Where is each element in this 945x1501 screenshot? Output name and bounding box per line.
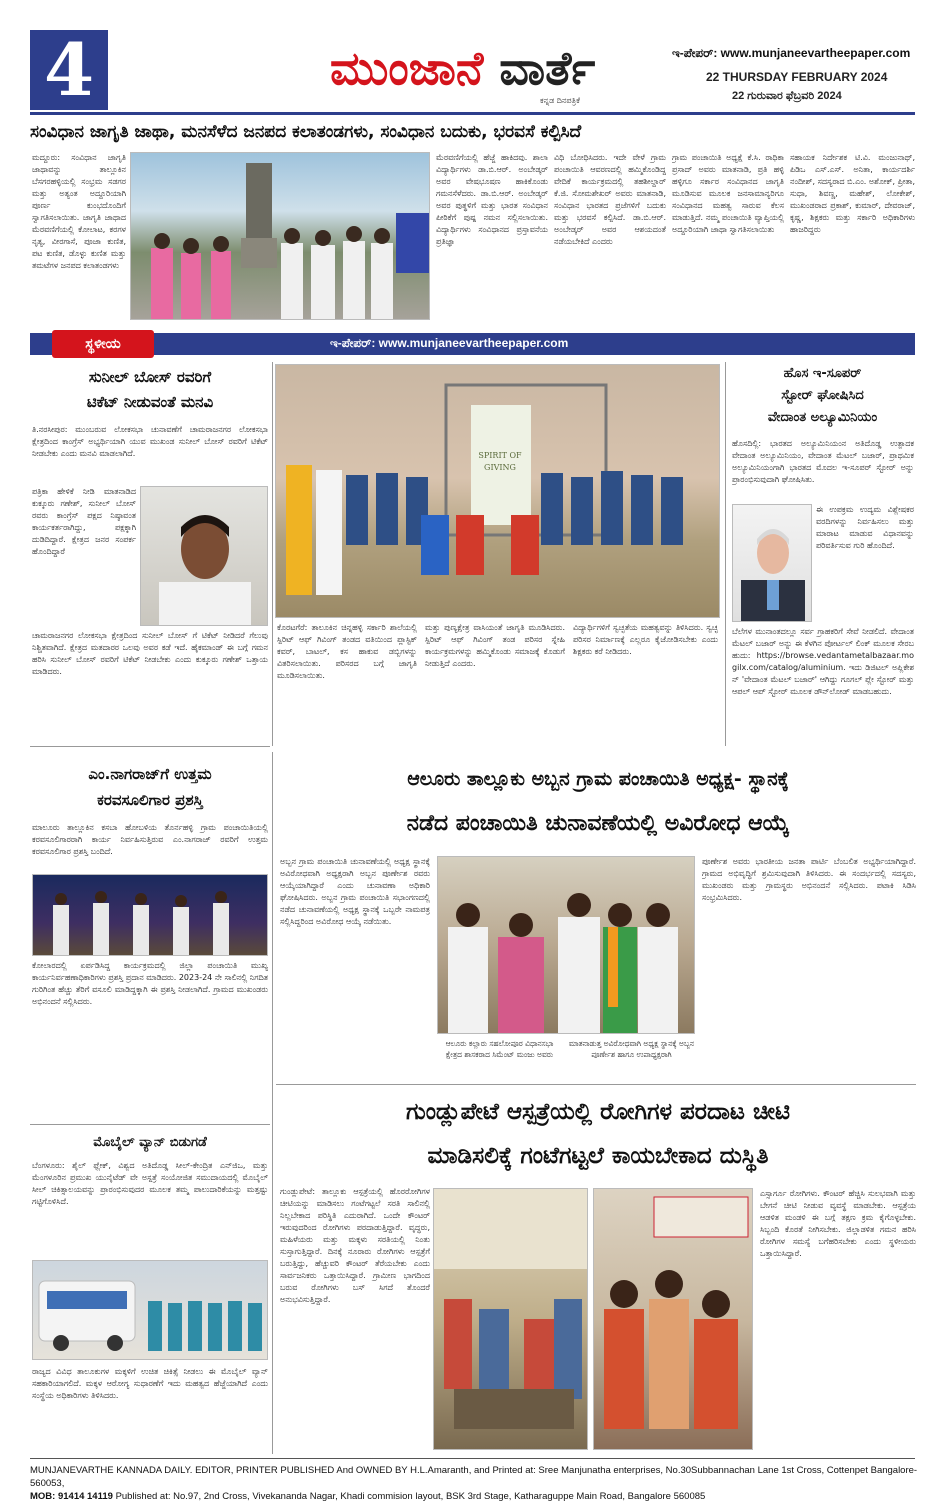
date-kannada: 22 ಗುರುವಾರ ಫೆಬ್ರವರಿ 2024 (732, 90, 842, 102)
spirit-col-1: ಕೊರಟಗೆರೆ: ತಾಲೂಕಿನ ಚಿನ್ನಹಳ್ಳಿ ಸರ್ಕಾರಿ ಶಾಲೆಯಲ್ಲಿ ಸ್ಪಿರಿಟ್ ಆಫ್ ಗಿವಿಂಗ್ ತಂಡದ ವತಿಯಿಂದ ಪ್ಲಾಸ್ಟಿಕ್ ಕವರ್, ಬಾಟಲ್, ಕಸ ಹಾಕುವ ಡಬ್ಬಿಗಳನ್ನು ವಿತರಿಸಲಾಯಿತು. ಪರಿಸರದ ಬಗ್ಗೆ ಜಾಗೃತಿ ಮೂಡಿಸಲಾಯಿತು. (277, 623, 417, 680)
aluru-photo (437, 856, 695, 1034)
footer-line-2 (30, 1490, 925, 1501)
gundlupet-headline-1: ಗುಂಡ್ಲುಪೇಟೆ ಆಸ್ಪತ್ರೆಯಲ್ಲಿ ರೋಗಿಗಳ ಪರದಾಟ ಚೀಟಿ (405, 1099, 791, 1125)
page-number: 4 (30, 30, 108, 110)
spirit-photo (275, 364, 720, 618)
aluru-caption-2: ಮಾತನಾಡುತ್ತ ಅವಿರೋಧವಾಗಿ ಅಧ್ಯಕ್ಷ ಸ್ಥಾನಕ್ಕೆ ಅಬ್ಬನ ಪೂರ್ಣೇಶ ಹಾಗೂ ಉಪಾಧ್ಯಕ್ಷರಾಗಿ (568, 1039, 695, 1059)
epaper-link[interactable]: ಇ-ಪೇಪರ್: www.munjaneevartheepaper.com (672, 46, 911, 60)
divider (30, 1124, 270, 1125)
sunil-side: ಪತ್ರಿಕಾ ಹೇಳಿಕೆ ನೀಡಿ ಮಾತನಾಡಿದ ಕುಕ್ಕೂರು ಗಣೇಶ್, ಸುನೀಲ್ ಬೋಸ್ ರವರು ಕಾಂಗ್ರೆಸ್ ಪಕ್ಷದ ನಿಷ್ಠಾವಂತ ಕಾರ್ಯಕರ್ತರಾಗಿದ್ದು, ಪಕ್ಷಕ್ಕಾಗಿ ದುಡಿದಿದ್ದಾರೆ. ಕ್ಷೇತ್ರದ ಜನರ ಸಂಪರ್ಕ ಹೊಂದಿದ್ದಾರೆ (32, 487, 136, 556)
executive-portrait-image (733, 505, 812, 622)
aluminium-intro: ಹೊಸದಿಲ್ಲಿ: ಭಾರತದ ಅಲ್ಯೂಮಿನಿಯಂನ ಅತಿದೊಡ್ಡ ಉತ್ಪಾದಕ ವೇದಾಂತ ಅಲ್ಯೂಮಿನಿಯಂ, ವೇದಾಂತ ಮೆಟಲ್ ಬಜಾರ್, ಪ್ರಾಥಮಿಕ ಅಲ್ಯೂಮಿನಿಯಂಗಾಗಿ ಭಾರತದ ಮೊದಲ ಇ-ಸೂಪರ್ ಸ್ಟೋರ್ ಅನ್ನು ಪ್ರಾರಂಭಿಸುವುದಾಗಿ ಘೋಷಿಸಿತು. (732, 439, 914, 484)
award-body: ಕೋಲಾರದಲ್ಲಿ ಏರ್ಪಡಿಸಿದ್ದ ಕಾರ್ಯಕ್ರಮದಲ್ಲಿ ಜಿಲ್ಲಾ ಪಂಚಾಯಿತಿ ಮುಖ್ಯ ಕಾರ್ಯನಿರ್ವಹಣಾಧಿಕಾರಿಗಳು ಪ್ರಶಸ್ತಿ ಪ್ರದಾನ ಮಾಡಿದರು. 2023-24 ನೇ ಸಾಲಿನಲ್ಲಿ ನಿಗದಿತ ಗುರಿಗಿಂತ ಹೆಚ್ಚು ತೆರಿಗೆ ವಸೂಲಿ ಮಾಡಿದ್ದಕ್ಕಾಗಿ ಈ ಪ್ರಶಸ್ತಿ ನೀಡಲಾಗಿದೆ. ಗ್ರಾಮದ ಮುಖಂಡರು ಅಭಿನಂದನೆ ಸಲ್ಲಿಸಿದರು. (32, 961, 268, 1006)
band-epaper-link[interactable]: ಇ-ಪೇಪರ್: www.munjaneevartheepaper.com (330, 336, 569, 350)
section-label: ಸ್ಥಳೀಯ (52, 330, 154, 358)
gundlupet-right-col: ಎಸ್ಸಾರ್ಗೂ ರೋಗಿಗಳು. ಕೌಂಟರ್ ಹೆಚ್ಚಿಸಿ ಸುಲಭವಾಗಿ ಮತ್ತು ಬೇಗನೆ ಚೀಟಿ ನೀಡುವ ವ್ಯವಸ್ಥೆ ಮಾಡಬೇಕು. ಆಸ್ಪತ್ರೆಯ ಆಡಳಿತ ಮಂಡಳಿ ಈ ಬಗ್ಗೆ ತಕ್ಷಣ ಕ್ರಮ ಕೈಗೊಳ್ಳಬೇಕು. ಸಿಬ್ಬಂದಿ ಕೊರತೆ ನೀಗಿಸಬೇಕು. ಜಿಲ್ಲಾಡಳಿತ ಗಮನ ಹರಿಸಿ ರೋಗಿಗಳ ಸಮಸ್ಯೆ ಬಗೆಹರಿಸಬೇಕು ಎಂದು ಸ್ಥಳೀಯರು ಒತ್ತಾಯಿಸಿದ್ದಾರೆ. (760, 1189, 916, 1258)
top-story-col-4: ಸಹಾಯಕ ನಿರ್ದೇಶಕ ಟಿ.ವಿ. ಮಂಜುನಾಥ್, ಪಿಡಿಒ ಎಸ್.ಎಸ್. ಅನಿತಾ, ಕಾರ್ಯದರ್ಶಿ ನಂದೀಶ್, ಸದಸ್ಯರಾದ ಬಿ.ಎಂ. ಅಶೋಕ್, ಪ್ರೀತಾ, ಸುಧಾ, ಶಿವಣ್ಣ, ಮಹೇಶ್, ಲೋಕೇಶ್, ಮುಖಂಡರಾದ ಪ್ರಕಾಶ್, ಕುಮಾರ್, ದೇವರಾಜ್, ಕೃಷ್ಣ, ಶಿಕ್ಷಕರು ಮತ್ತು ಸರ್ಕಾರಿ ಅಧಿಕಾರಿಗಳು ಹಾಜರಿದ್ದರು (790, 153, 915, 234)
published-address: Published at: No.97, 2nd Cross, Vivekananda Nagar, Khadi commision layout, BSK 3rd Stage, Katharaguppe Main Road, Bangalore 560085 (115, 1491, 706, 1501)
divider (272, 362, 273, 746)
masthead-red: ಮುಂಜಾನೆ (330, 41, 484, 95)
award-intro: ಮಾಲೂರು ತಾಲ್ಲೂಕಿನ ಕಸಬಾ ಹೋಬಳಿಯ ತೊರ್ನಹಳ್ಳಿ ಗ್ರಾಮ ಪಂಚಾಯಿತಿಯಲ್ಲಿ ಕರವಸೂಲಿಗಾರರಾಗಿ ಕಾರ್ಯ ನಿರ್ವಹಿಸುತ್ತಿರುವ ಎಂ.ನಾಗರಾಜ್ ರವರಿಗೆ ಉತ್ತಮ ಕರವಸೂಲಿಗಾರ ಪ್ರಶಸ್ತಿ ಬಂದಿದೆ. (32, 823, 268, 856)
mobile-body: ರಾಜ್ಯದ ವಿವಿಧ ತಾಲೂಕುಗಳ ಮಕ್ಕಳಿಗೆ ಉಚಿತ ಚಿಕಿತ್ಸೆ ನೀಡಲು ಈ ಮೊಬೈಲ್ ವ್ಯಾನ್ ಸಹಕಾರಿಯಾಗಲಿದೆ. ಮಕ್ಕಳ ಆರೋಗ್ಯ ಸುಧಾರಣೆಗೆ ಇದು ಮಹತ್ವದ ಹೆಜ್ಜೆಯಾಗಿದೆ ಎಂದು ಸಂಸ್ಥೆಯ ಅಧಿಕಾರಿಗಳು ತಿಳಿಸಿದರು. (32, 1367, 268, 1400)
sunil-portrait (140, 486, 268, 626)
volunteers-group-image (276, 365, 720, 618)
aluru-caption-1: ಆಲೂರು ಕಲ್ಲಾರು ಸಹಲೋಪೂರ ವಿಧಾನಸಭಾ ಕ್ಷೇತ್ರದ ಶಾಸಕರಾದ ಸಿಮೆಂಟ್ ಮಂಜು ಅವರು (445, 1039, 554, 1059)
divider (276, 1084, 916, 1085)
top-story-headline: ಸಂವಿಧಾನ ಜಾಗೃತಿ ಜಾಥಾ, ಮನಸೆಳೆದ ಜನಪದ ಕಲಾತಂಡಗಳು, ಸಂವಿಧಾನ ಬದುಕು, ಭರವಸೆ ಕಲ್ಪಿಸಿದೆ (30, 122, 582, 142)
mobile-headline: ಮೊಬೈಲ್ ವ್ಯಾನ್ ಬಿಡುಗಡೆ (93, 1135, 207, 1150)
spirit-col-3: ವಿದ್ಯಾರ್ಥಿಗಳಿಗೆ ಸ್ವಚ್ಛತೆಯ ಮಹತ್ವವನ್ನು ತಿಳಿಸಿದರು. ಸ್ವಚ್ಛ ಪರಿಸರ ನಿರ್ಮಾಣಕ್ಕೆ ಎಲ್ಲರೂ ಕೈಜೋಡಿಸಬೇಕು ಎಂದು ಶಿಕ್ಷಕರು ಕರೆ ನೀಡಿದರು. (573, 623, 718, 656)
top-story-col-1: ಮೆರವಣಿಗೆಯಲ್ಲಿ ಹೆಜ್ಜೆ ಹಾಕಿದವು. ಶಾಲಾ ವಿದ್ಯಾರ್ಥಿಗಳು ಡಾ.ಬಿ.ಆರ್. ಅಂಬೇಡ್ಕರ್ ಅವರ ವೇಷಭೂಷಣ ಹಾಕಿಕೊಂಡು ಗಮನಸೆಳೆದರು. ಡಾ.ಬಿ.ಆರ್. ಅಂಬೇಡ್ಕರ್ ಅವರ ಪುತ್ಥಳಿಗೆ ಮತ್ತು ಭಾರತ ಸಂವಿಧಾನ ಪೀಠಿಕೆಗೆ ಪುಷ್ಪ ನಮನ ಸಲ್ಲಿಸಲಾಯಿತು. ವಿದ್ಯಾರ್ಥಿಗಳು ಸಂವಿಧಾನದ ಪ್ರಸ್ತಾವನೆಯ ಪ್ರತಿಜ್ಞಾ (436, 153, 548, 246)
gundlupet-photo-2 (593, 1188, 753, 1450)
top-story-intro: ಮದ್ದೂರು: ಸಂವಿಧಾನ ಜಾಗೃತಿ ಜಾಥಾವನ್ನು ತಾಲ್ಲೂಕಿನ ಬೆಸಗರಹಳ್ಳಿಯಲ್ಲಿ ಸಂಭ್ರಮ ಸಡಗರ ಮತ್ತು ಅತ್ಯಂತ ಅದ್ದೂರಿಯಾಗಿ ಪೂರ್ಣ ಕುಂಭದೊಂದಿಗೆ ಸ್ವಾಗತಿಸಲಾಯಿತು. ಜಾಗೃತಿ ಜಾಥಾದ ಮೆರವಣಿಗೆಯಲ್ಲಿ ಕೋಲಾಟ, ಕರಗಳ ನೃತ್ಯ, ವೀರಗಾಸೆ, ಪೂಜಾ ಕುಣಿತ, ಪಟ ಕುಣಿತ, ಡೊಳ್ಳು ಕುಣಿತ ಮತ್ತು ತಮಟೆಗಳ ಜನಪದ ಕಲಾತಂಡಗಳು (32, 153, 126, 270)
aluminium-headline-1: ಹೊಸ ಇ-ಸೂಪರ್ (783, 366, 862, 381)
award-photo (32, 874, 268, 956)
award-headline-2: ಕರವಸೂಲಿಗಾರ ಪ್ರಶಸ್ತಿ (97, 791, 203, 809)
panchayat-celebration-image (438, 857, 695, 1034)
footer-line-1: MUNJANEVARTHE KANNADA DAILY. EDITOR, PRINTER PUBLISHED And OWNED BY H.L.Amaranth, and Printed at: Sree Manjunatha enterprises, No.30Subbannachan Lane 1st Cross, Cottenpet Bangalore-560053, (30, 1465, 918, 1489)
divider (272, 752, 273, 1454)
hospital-queue-image (434, 1189, 588, 1450)
award-headline-1: ಎಂ.ನಾಗರಾಜ್‌ಗೆ ಉತ್ತಮ (88, 765, 212, 783)
divider (725, 362, 726, 746)
mob-number: 91414 14119 (57, 1491, 113, 1501)
header-rule (30, 112, 915, 115)
mob-label: MOB: (30, 1491, 56, 1501)
spirit-col-2: ಮತ್ತು ಪುಣ್ಯಕ್ಷೇತ್ರ ವಾಸಿಯಂತೆ ಜಾಗೃತಿ ಮೂಡಿಸಿದರು. ಸ್ಪಿರಿಟ್ ಆಫ್ ಗಿವಿಂಗ್ ತಂಡ ಪರಿಸರ ಸ್ನೇಹಿ ಕಾರ್ಯಕ್ರಮಗಳನ್ನು ಹಮ್ಮಿಕೊಂಡು ಸಮಾಜಕ್ಕೆ ಕೊಡುಗೆ ನೀಡುತ್ತಿದೆ ಎಂದರು. (425, 623, 565, 668)
aluru-right-col: ಪೂರ್ಣೇಶ ಅವರು ಭಾರತೀಯ ಜನತಾ ಪಾರ್ಟಿ ಬೆಂಬಲಿತ ಅಭ್ಯರ್ಥಿಯಾಗಿದ್ದಾರೆ. ಗ್ರಾಮದ ಅಭಿವೃದ್ಧಿಗೆ ಶ್ರಮಿಸುವುದಾಗಿ ತಿಳಿಸಿದರು. ಈ ಸಂದರ್ಭದಲ್ಲಿ ಸದಸ್ಯರು, ಮುಖಂಡರು ಮತ್ತು ಗ್ರಾಮಸ್ಥರು ಅಭಿನಂದನೆ ಸಲ್ಲಿಸಿದರು. ಪಟಾಕಿ ಸಿಡಿಸಿ ಸಂಭ್ರಮಿಸಿದರು. (702, 857, 916, 902)
rally-crowd-image (131, 153, 430, 320)
gundlupet-photo-1 (433, 1188, 588, 1450)
aluminium-side: ಈ ಉಪಕ್ರಮ ಉದ್ಯಮ ವಿಶ್ಲೇಷಕರ ವರದಿಗಳನ್ನು ನಿರ್ವಹಿಸಲು ಮತ್ತು ಮಾರಾಟ ಮಾಡುವ ವಿಧಾನವನ್ನು ಪರಿವರ್ತಿಸುವ ಗುರಿ ಹೊಂದಿದೆ. (816, 505, 914, 550)
top-story-col-3: ಗ್ರಾಮ ಪಂಚಾಯಿತಿ ಅಧ್ಯಕ್ಷೆ ಕೆ.ಸಿ. ರಾಧಿಕಾ ಪ್ರಸಾದ್ ಅವರು ಮಾತನಾಡಿ, ಪ್ರತಿ ಹಳ್ಳಿ ಹಳ್ಳಿಗೂ ಸರ್ಕಾರ ಸಂವಿಧಾನದ ಜಾಗೃತಿ ಮೂಡಿಸುವ ಮೂಲಕ ಜನಸಾಮಾನ್ಯರಿಗೂ ಸಂವಿಧಾನದ ಮಹತ್ವ ಸಾರುವ ಕೆಲಸ ಮಾಡುತ್ತಿದೆ. ನಮ್ಮ ಪಂಚಾಯಿತಿ ವ್ಯಾಪ್ತಿಯಲ್ಲಿ ಅದ್ದೂರಿಯಾಗಿ ಜಾಥಾ ಸ್ವಾಗತಿಸಲಾಯಿತು (672, 153, 784, 234)
patients-waiting-image (594, 1189, 753, 1450)
mobile-photo (32, 1260, 268, 1360)
date-english: 22 THURSDAY FEBRUARY 2024 (706, 70, 888, 84)
award-ceremony-image (33, 875, 268, 956)
gundlupet-headline-2: ಮಾಡಿಸಲಿಕ್ಕೆ ಗಂಟೆಗಟ್ಟಲೆ ಕಾಯಬೇಕಾದ ದುಸ್ಥಿತಿ (427, 1143, 769, 1169)
aluminium-portrait (732, 504, 812, 622)
aluminium-headline-2: ಸ್ಟೋರ್ ಘೋಷಿಸಿದ (781, 388, 864, 403)
mobile-intro: ಬೆಂಗಳೂರು: ಶೈಲ್ ಫ್ಲೇಕ್, ವಿಶ್ವದ ಅತಿದೊಡ್ಡ ಸೀಲ್-ಕೇಂದ್ರಿತ ಎನ್‌ಜಿಒ, ಮತ್ತು ಮೆಂಗಳೂರಿನ ಪ್ರಮುಖ ಯುನೈಟೆಡ್ ವೇ ಅಸ್ಪತ್ರೆ ಸಂಯೋಜಿತ ಸಮುದಾಯದಲ್ಲಿ ಮೊಬೈಲ್ ಸೀಲ್ ಚಿಕಿತ್ಸಾಲಯವನ್ನು ಪ್ರಾರಂಭಿಸುವುದರ ಮೂಲಕ ತಮ್ಮ ಪಾಲುದಾರಿಕೆಯನ್ನು ಮತ್ತಷ್ಟು ಗಟ್ಟಿಗೊಳಿಸಿದೆ. (32, 1161, 268, 1206)
masthead (330, 38, 630, 98)
sunil-intro: ತಿ.ನರಸೀಪುರ: ಮುಂಬರುವ ಲೋಕಸಭಾ ಚುನಾವಣೆಗೆ ಚಾಮರಾಜನಗರ ಲೋಕಸಭಾ ಕ್ಷೇತ್ರದಿಂದ ಕಾಂಗ್ರೆಸ್ ಅಭ್ಯರ್ಥಿಯಾಗಿ ಯುವ ಮುಖಂಡ ಸುನೀಲ್ ಬೋಸ್ ರವರಿಗೆ ಟಿಕೆಟ್ ನೀಡಬೇಕು ಎಂದು ಮನವಿ ಮಾಡಲಾಗಿದೆ. (32, 425, 268, 458)
footer-imprint (30, 1464, 925, 1501)
portrait-image (141, 487, 268, 626)
footer-rule (30, 1458, 915, 1459)
mobile-van-image (33, 1261, 268, 1360)
spirit-banner-text: SPIRIT OF GIVING (478, 451, 522, 472)
masthead-black: ವಾರ್ತೆ (499, 41, 596, 95)
aluru-left-col: ಅಬ್ಬನ ಗ್ರಾಮ ಪಂಚಾಯಿತಿ ಚುನಾವಣೆಯಲ್ಲಿ ಅಧ್ಯಕ್ಷ ಸ್ಥಾನಕ್ಕೆ ಅವಿರೋಧವಾಗಿ ಅಧ್ಯಕ್ಷರಾಗಿ ಅಬ್ಬನ ಪೂರ್ಣೇಶ ರವರು ಆಯ್ಕೆಯಾಗಿದ್ದಾರೆ ಎಂದು ಚುನಾವಣಾ ಅಧಿಕಾರಿ ಘೋಷಿಸಿದರು. ಅಬ್ಬನ ಗ್ರಾಮ ಪಂಚಾಯಿತಿ ಸಭಾಂಗಣದಲ್ಲಿ ನಡೆದ ಚುನಾವಣೆಯಲ್ಲಿ ಅಧ್ಯಕ್ಷ ಸ್ಥಾನಕ್ಕೆ ಒಬ್ಬರೇ ನಾಮಪತ್ರ ಸಲ್ಲಿಸಿದ್ದರಿಂದ ಅವಿರೋಧ ಆಯ್ಕೆ ನಡೆಯಿತು. (280, 857, 430, 926)
aluminium-headline-3: ವೇದಾಂತ ಅಲ್ಯೂಮಿನಿಯಂ (767, 410, 878, 425)
divider (30, 746, 270, 747)
sunil-body: ಚಾಮರಾಜನಗರ ಲೋಕಸಭಾ ಕ್ಷೇತ್ರದಿಂದ ಸುನೀಲ್ ಬೋಸ್ ಗೆ ಟಿಕೆಟ್ ನೀಡಿದರೆ ಗೆಲುವು ನಿಶ್ಚಿತವಾಗಿದೆ. ಕ್ಷೇತ್ರದ ಮತದಾರರ ಒಲವು ಅವರ ಕಡೆ ಇದೆ. ಹೈಕಮಾಂಡ್ ಈ ಬಗ್ಗೆ ಗಮನ ಹರಿಸಿ ಸುನೀಲ್ ಬೋಸ್ ರವರಿಗೆ ಟಿಕೆಟ್ ನೀಡಬೇಕು ಎಂದು ಕುಕ್ಕೂರು ಗಣೇಶ್ ಒತ್ತಾಯ ಮಾಡಿದರು. (32, 631, 268, 676)
top-story-col-2: ವಿಧಿ ಬೋಧಿಸಿದರು. ಇದೇ ವೇಳೆ ಗ್ರಾಮ ಪಂಚಾಯಿತಿ ಆವರಣದಲ್ಲಿ ಹಮ್ಮಿಕೊಂಡಿದ್ದ ವೇದಿಕೆ ಕಾರ್ಯಕ್ರಮದಲ್ಲಿ ತಹಶೀಲ್ದಾರ್ ಕೆ.ಜಿ. ಸೋಮಶೇಖರ್ ಅವರು ಮಾತನಾಡಿ, ಸಂವಿಧಾನ ಭಾರತದ ಪ್ರಜೆಗಳಿಗೆ ಬದುಕು ಮತ್ತು ಭರವಸೆ ಕಲ್ಪಿಸಿದೆ. ಡಾ.ಬಿ.ಆರ್. ಅಂಬೇಡ್ಕರ್ ಅವರ ಆಶಯದಂತೆ ನಡೆಯಬೇಕಿದೆ ಎಂದರು (554, 153, 666, 246)
aluru-headline-2: ನಡೆದ ಪಂಚಾಯಿತಿ ಚುನಾವಣೆಯಲ್ಲಿ ಅವಿರೋಧ ಆಯ್ಕೆ (406, 811, 790, 836)
sunil-headline-1: ಸುನೀಲ್ ಬೋಸ್ ರವರಿಗೆ (88, 368, 212, 386)
aluru-headline-1: ಆಲೂರು ತಾಲ್ಲೂಕು ಅಬ್ಬನ ಗ್ರಾಮ ಪಂಚಾಯಿತಿ ಅಧ್ಯಕ್ಷ- ಸ್ಥಾನಕ್ಕೆ (407, 768, 789, 790)
tagline: ಕನ್ನಡ ದಿನಪತ್ರಿಕೆ (540, 96, 581, 105)
aluminium-body: ಬೆಲೆಗಳ ಮುನಾಂತದಲ್ಲೂ ಸರ್ವ ಗ್ರಾಹಕರಿಗೆ ಸೇವೆ ನೀಡಲಿದೆ. ವೇದಾಂತ ಮೆಟಲ್ ಬಜಾರ್ ಅನ್ನು ಈ ಕೆಳಗಿನ ಪೋರ್ಟಲ್ ಲಿಂಕ್ ಮೂಲಕ ಸೇರಬಹುದು: https://browse.vedantametalbazaar.mogilx.com/catalog/aluminium. ಇದು ಡಿಜಿಟಲ್ ಅಪ್ಲಿಕೇಶನ್ 'ವೇದಾಂತ ಮೆಟಲ್ ಬಜಾರ್' ಆಗಿದ್ದು ಗೂಗಲ್ ಪ್ಲೇ ಸ್ಟೋರ್ ಮತ್ತು ಆಪಲ್ ಆಪ್ ಸ್ಟೋರ್ ಮೂಲಕ ಡೌನ್‌ಲೋಡ್ ಮಾಡಬಹುದು. (732, 627, 914, 696)
sunil-headline-2: ಟಿಕೆಟ್ ನೀಡುವಂತೆ ಮನವಿ (86, 393, 214, 411)
gundlupet-left-col: ಗುಂಡ್ಲುಪೇಟೆ: ತಾಲ್ಲೂಕು ಆಸ್ಪತ್ರೆಯಲ್ಲಿ ಹೊರರೋಗಿಗಳ ಚೀಟಿಯನ್ನು ಮಾಡಿಸಲು ಗಂಟೆಗಟ್ಟಲೆ ಸರತಿ ಸಾಲಿನಲ್ಲಿ ನಿಲ್ಲಬೇಕಾದ ಪರಿಸ್ಥಿತಿ ಎದುರಾಗಿದೆ. ಒಂದೇ ಕೌಂಟರ್ ಇರುವುದರಿಂದ ರೋಗಿಗಳು ಪರದಾಡುತ್ತಿದ್ದಾರೆ. ವೃದ್ಧರು, ಮಹಿಳೆಯರು ಮತ್ತು ಮಕ್ಕಳು ಸರತಿಯಲ್ಲಿ ನಿಂತು ಸುಸ್ತಾಗುತ್ತಿದ್ದಾರೆ. ದಿನಕ್ಕೆ ನೂರಾರು ರೋಗಿಗಳು ಆಸ್ಪತ್ರೆಗೆ ಬರುತ್ತಿದ್ದು, ಹೆಚ್ಚುವರಿ ಕೌಂಟರ್ ತೆರೆಯಬೇಕು ಎಂದು ಸಾರ್ವಜನಿಕರು ಒತ್ತಾಯಿಸಿದ್ದಾರೆ. ಗ್ರಾಮೀಣ ಭಾಗದಿಂದ ಬರುವ ರೋಗಿಗಳು ಬಸ್ ಸಿಗದೆ ತೊಂದರೆ ಅನುಭವಿಸುತ್ತಿದ್ದಾರೆ. (280, 1187, 430, 1304)
top-story-photo (130, 152, 430, 320)
